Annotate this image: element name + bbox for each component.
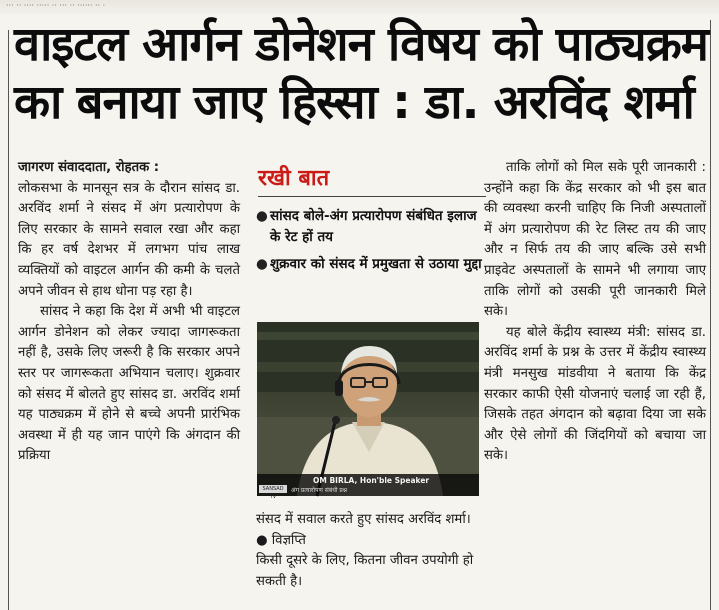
- tv-caption-name: OM BIRLA, Hon'ble Speaker: [313, 476, 430, 485]
- headline-line-2: का बनाया जाए हिस्सा : डा. अरविंद शर्मा: [14, 75, 694, 130]
- highlight-item: [256, 206, 488, 248]
- channel-logo: SANSAD TV: [259, 485, 287, 493]
- mp-photo: [257, 322, 479, 500]
- highlights-list: [256, 206, 488, 281]
- article-column-3: [484, 158, 706, 467]
- article-column-1: [18, 158, 240, 467]
- photo-caption-block: [256, 510, 486, 592]
- photo-caption: संसद में सवाल करते हुए सांसद अरविंद शर्मा। ● विज्ञप्ति: [256, 512, 471, 548]
- column-2-continuation: किसी दूसरे के लिए, कितना जीवन उपयोगी हो सकती है।: [256, 553, 474, 589]
- paragraph-4: यह बोले केंद्रीय स्वास्थ्य मंत्री: सांसद डा. अरविंद शर्मा के प्रश्न के उत्तर में केंद्रीय स्वास्थ्य मंत्री मनसुख मांडवीया ने बताया कि केंद्र सरकार काफी ऐसी योजनाएं चलाई जा रही हैं, जिसके तहत अंगदान को बढ़ावा दिया जा सके और ऐसे लोगों की जिंदगियों को बचाया जा सके।: [484, 324, 706, 464]
- highlight-text: शुक्रवार को संसद में प्रमुखता से उठाया मुद्दा: [270, 256, 482, 272]
- box-title: रखी बात: [258, 166, 330, 191]
- paragraph-1: लोकसभा के मानसून सत्र के दौरान सांसद डा. अरविंद शर्मा ने संसद में अंग प्रत्यारोपण के लिए सरकार के सामने सवाल रखा और कहा कि हर वर्ष देशभर में लगभग पांच लाख व्यक्तियों को वाइटल आर्गन की कमी के चलते अपने जीवन से हाथ धोना पड़ रहा है।: [18, 180, 240, 299]
- paragraph-3: ताकि लोगों को मिल सके पूरी जानकारी : उन्होंने कहा कि केंद्र सरकार को भी इस बात की व्यवस्था करनी चाहिए कि निजी अस्पतालों में अंग प्रत्यारोपण की रेट लिस्ट तय की जाए और न सिर्फ तय की जाए बल्कि उसे सभी प्राइवेट अस्पतालों के सामने भी लगाया जाए ताकि लोगों को उसकी पूरी जानकारी मिले सके।: [484, 160, 706, 320]
- byline: जागरण संवाददाता, रोहतक :: [18, 160, 160, 175]
- headline-line-1: वाइटल आर्गन डोनेशन विषय को पाठ्यक्रम: [14, 17, 708, 72]
- highlight-text: सांसद बोले-अंग प्रत्यारोपण संबंधित इलाज के रेट हों तय: [270, 208, 477, 245]
- headline: [14, 16, 708, 132]
- highlight-item: [256, 254, 488, 275]
- previous-page-strip: ··· ·· ···· ····· ·· ··· ·· ······ ·· ·: [0, 0, 719, 14]
- bullet-icon: ●: [256, 256, 268, 272]
- paragraph-2: सांसद ने कहा कि देश में अभी भी वाइटल आर्गन डोनेशन को लेकर ज्यादा जागरूकता नहीं है, उसके लिए जरूरी है कि सरकार अपने स्तर पर जागरूकता अभियान चलाए। शुक्रवार को संसद में बोलते हुए सांसद डा. अरविंद शर्मा यह पाठ्यक्रम में होने से बच्चे अपनी प्रारंभिक अवस्था में ही यह जान पाएंगे कि अंगदान की प्रक्रिया: [18, 304, 240, 464]
- parliament-photo-illustration: [257, 322, 479, 496]
- box-divider: [258, 196, 486, 197]
- tv-caption-sub: अंग प्रत्यारोपण संबंधी प्रश्न: [291, 487, 348, 494]
- column-rule-left: [8, 30, 9, 610]
- column-rule-right: [710, 20, 711, 610]
- bullet-icon: ●: [256, 208, 268, 224]
